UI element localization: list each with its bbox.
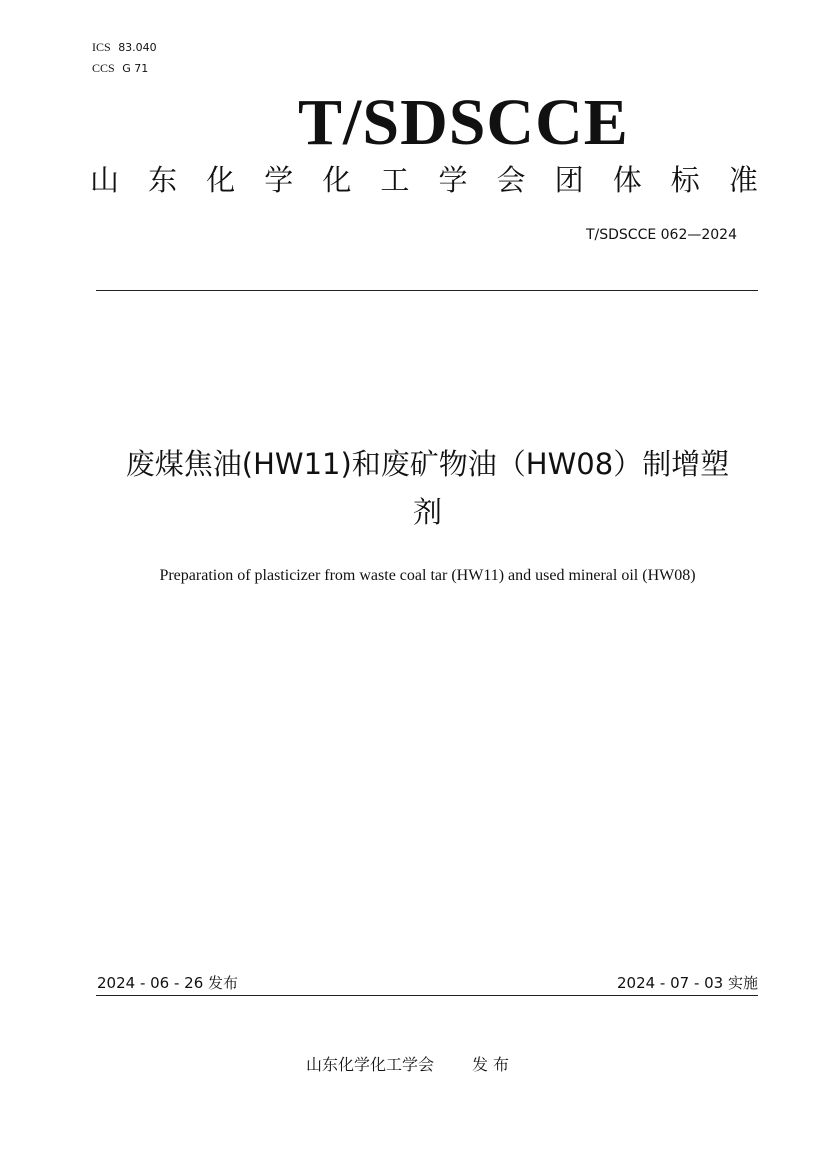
- ccs-code: [92, 61, 157, 76]
- ics-code: [92, 40, 157, 55]
- title-cn-line2: 剂: [412, 495, 442, 529]
- issuer-line: [0, 1054, 815, 1076]
- org-header-char: 准: [728, 163, 758, 197]
- header-divider: [96, 290, 758, 291]
- standard-logo: T/SDSCCE: [298, 86, 629, 159]
- org-header-char: 学: [264, 163, 294, 197]
- publish-date: 2024 - 06 - 26 发布: [97, 974, 239, 992]
- ics-label: ICS: [92, 40, 111, 54]
- org-header-char: 东: [148, 163, 178, 197]
- org-header-char: 会: [496, 163, 526, 197]
- org-header-char: 团: [554, 163, 584, 197]
- ccs-value: G 71: [122, 62, 149, 75]
- issuer-org: 山东化学化工学会: [305, 1055, 434, 1074]
- org-header-char: 学: [438, 163, 468, 197]
- title-cn-line1: 废煤焦油(HW11)和废矿物油（HW08）制增塑: [125, 447, 730, 481]
- org-header-char: 化: [322, 163, 352, 197]
- ccs-label: CCS: [92, 61, 115, 75]
- org-standard-header: [90, 162, 758, 198]
- org-header-char: 标: [670, 163, 700, 197]
- org-header-char: 山: [90, 163, 120, 197]
- title-en: Preparation of plasticizer from waste coal tar (HW11) and used mineral oil (HW08): [159, 567, 696, 584]
- issuer-action: 发 布: [471, 1055, 510, 1074]
- org-header-char: 体: [612, 163, 642, 197]
- ics-value: 83.040: [118, 41, 157, 54]
- org-header-char: 工: [380, 163, 410, 197]
- classification-block: [92, 40, 157, 76]
- implement-date: 2024 - 07 - 03 实施: [616, 974, 758, 992]
- standard-number: T/SDSCCE 062—2024: [585, 227, 737, 243]
- footer-divider: [96, 995, 758, 996]
- org-header-char: 化: [206, 163, 236, 197]
- document-title: [60, 443, 795, 533]
